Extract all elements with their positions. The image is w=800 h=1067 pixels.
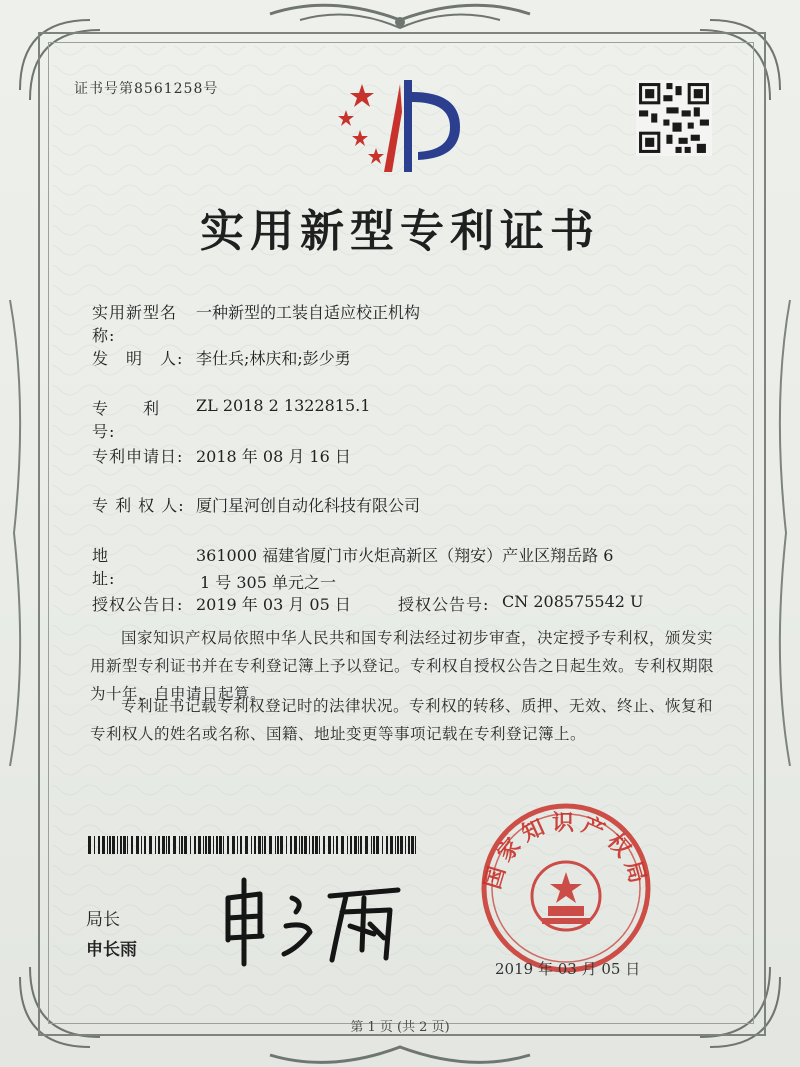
body-paragraph-2: 专利证书记载专利权登记时的法律状况。专利权的转移、质押、无效、终止、恢复和专利权人的姓名或名称、国籍、地址变更等事项记载在专利登记簿上。 — [90, 697, 714, 743]
application-date-label: 专利申请日: — [92, 447, 184, 466]
patent-number-value: ZL 2018 2 1322815.1 — [196, 396, 371, 415]
patentee-label: 专 利 权 人: — [92, 496, 185, 515]
handwritten-signature — [214, 868, 414, 968]
signatory-role: 局长 — [86, 910, 120, 930]
utility-model-name-value: 一种新型的工装自适应校正机构 — [196, 303, 421, 322]
signatory-name: 申长雨 — [86, 940, 137, 960]
patentee-value: 厦门星河创自动化科技有限公司 — [196, 496, 421, 515]
utility-model-name-row — [92, 300, 420, 346]
inventor-value: 李仕兵;林庆和;彭少勇 — [196, 349, 351, 368]
official-seal — [478, 800, 654, 976]
page-number: 第 1 页 (共 2 页) — [350, 1020, 450, 1035]
grant-number-value: CN 208575542 U — [502, 592, 644, 611]
application-date-value: 2018 年 08 月 16 日 — [196, 447, 351, 466]
grant-date-value: 2019 年 03 月 05 日 — [196, 595, 351, 614]
grant-date-row — [92, 592, 351, 615]
barcode — [88, 836, 418, 854]
seal-date: 2019 年 03 月 05 日 — [495, 960, 641, 978]
utility-model-name-label: 实用新型名称: — [92, 303, 178, 345]
patent-number-label: 专 利 号: — [92, 399, 178, 441]
body-paragraph-1: 国家知识产权局依照中华人民共和国专利法经过初步审查，决定授予专利权，颁发实用新型专利证书并在专利登记簿上予以登记。专利权自授权公告之日起生效。专利权期限为十年，自申请日起算。 — [90, 629, 715, 703]
patent-number-row — [92, 396, 370, 442]
grant-number-row — [398, 592, 644, 615]
address-line-2: 1 号 305 单元之一 — [200, 573, 336, 592]
inventor-row — [92, 346, 351, 369]
address-line-1: 361000 福建省厦门市火炬高新区（翔安）产业区翔岳路 6 — [196, 546, 614, 565]
qr-code — [636, 80, 712, 156]
certificate-number: 证书号第8561258号 — [74, 81, 219, 97]
application-date-row — [92, 444, 351, 467]
patent-office-logo — [332, 72, 462, 182]
certificate-title: 实用新型专利证书 — [200, 206, 600, 257]
grant-number-label: 授权公告号: — [398, 595, 490, 614]
address-label: 地 址: — [92, 546, 178, 588]
svg-text:国家知识产权局: 国家知识产权局 — [479, 809, 653, 892]
address-row — [92, 543, 613, 589]
patentee-row — [92, 493, 420, 516]
grant-date-label: 授权公告日: — [92, 595, 184, 614]
inventor-label: 发 明 人: — [92, 349, 184, 368]
